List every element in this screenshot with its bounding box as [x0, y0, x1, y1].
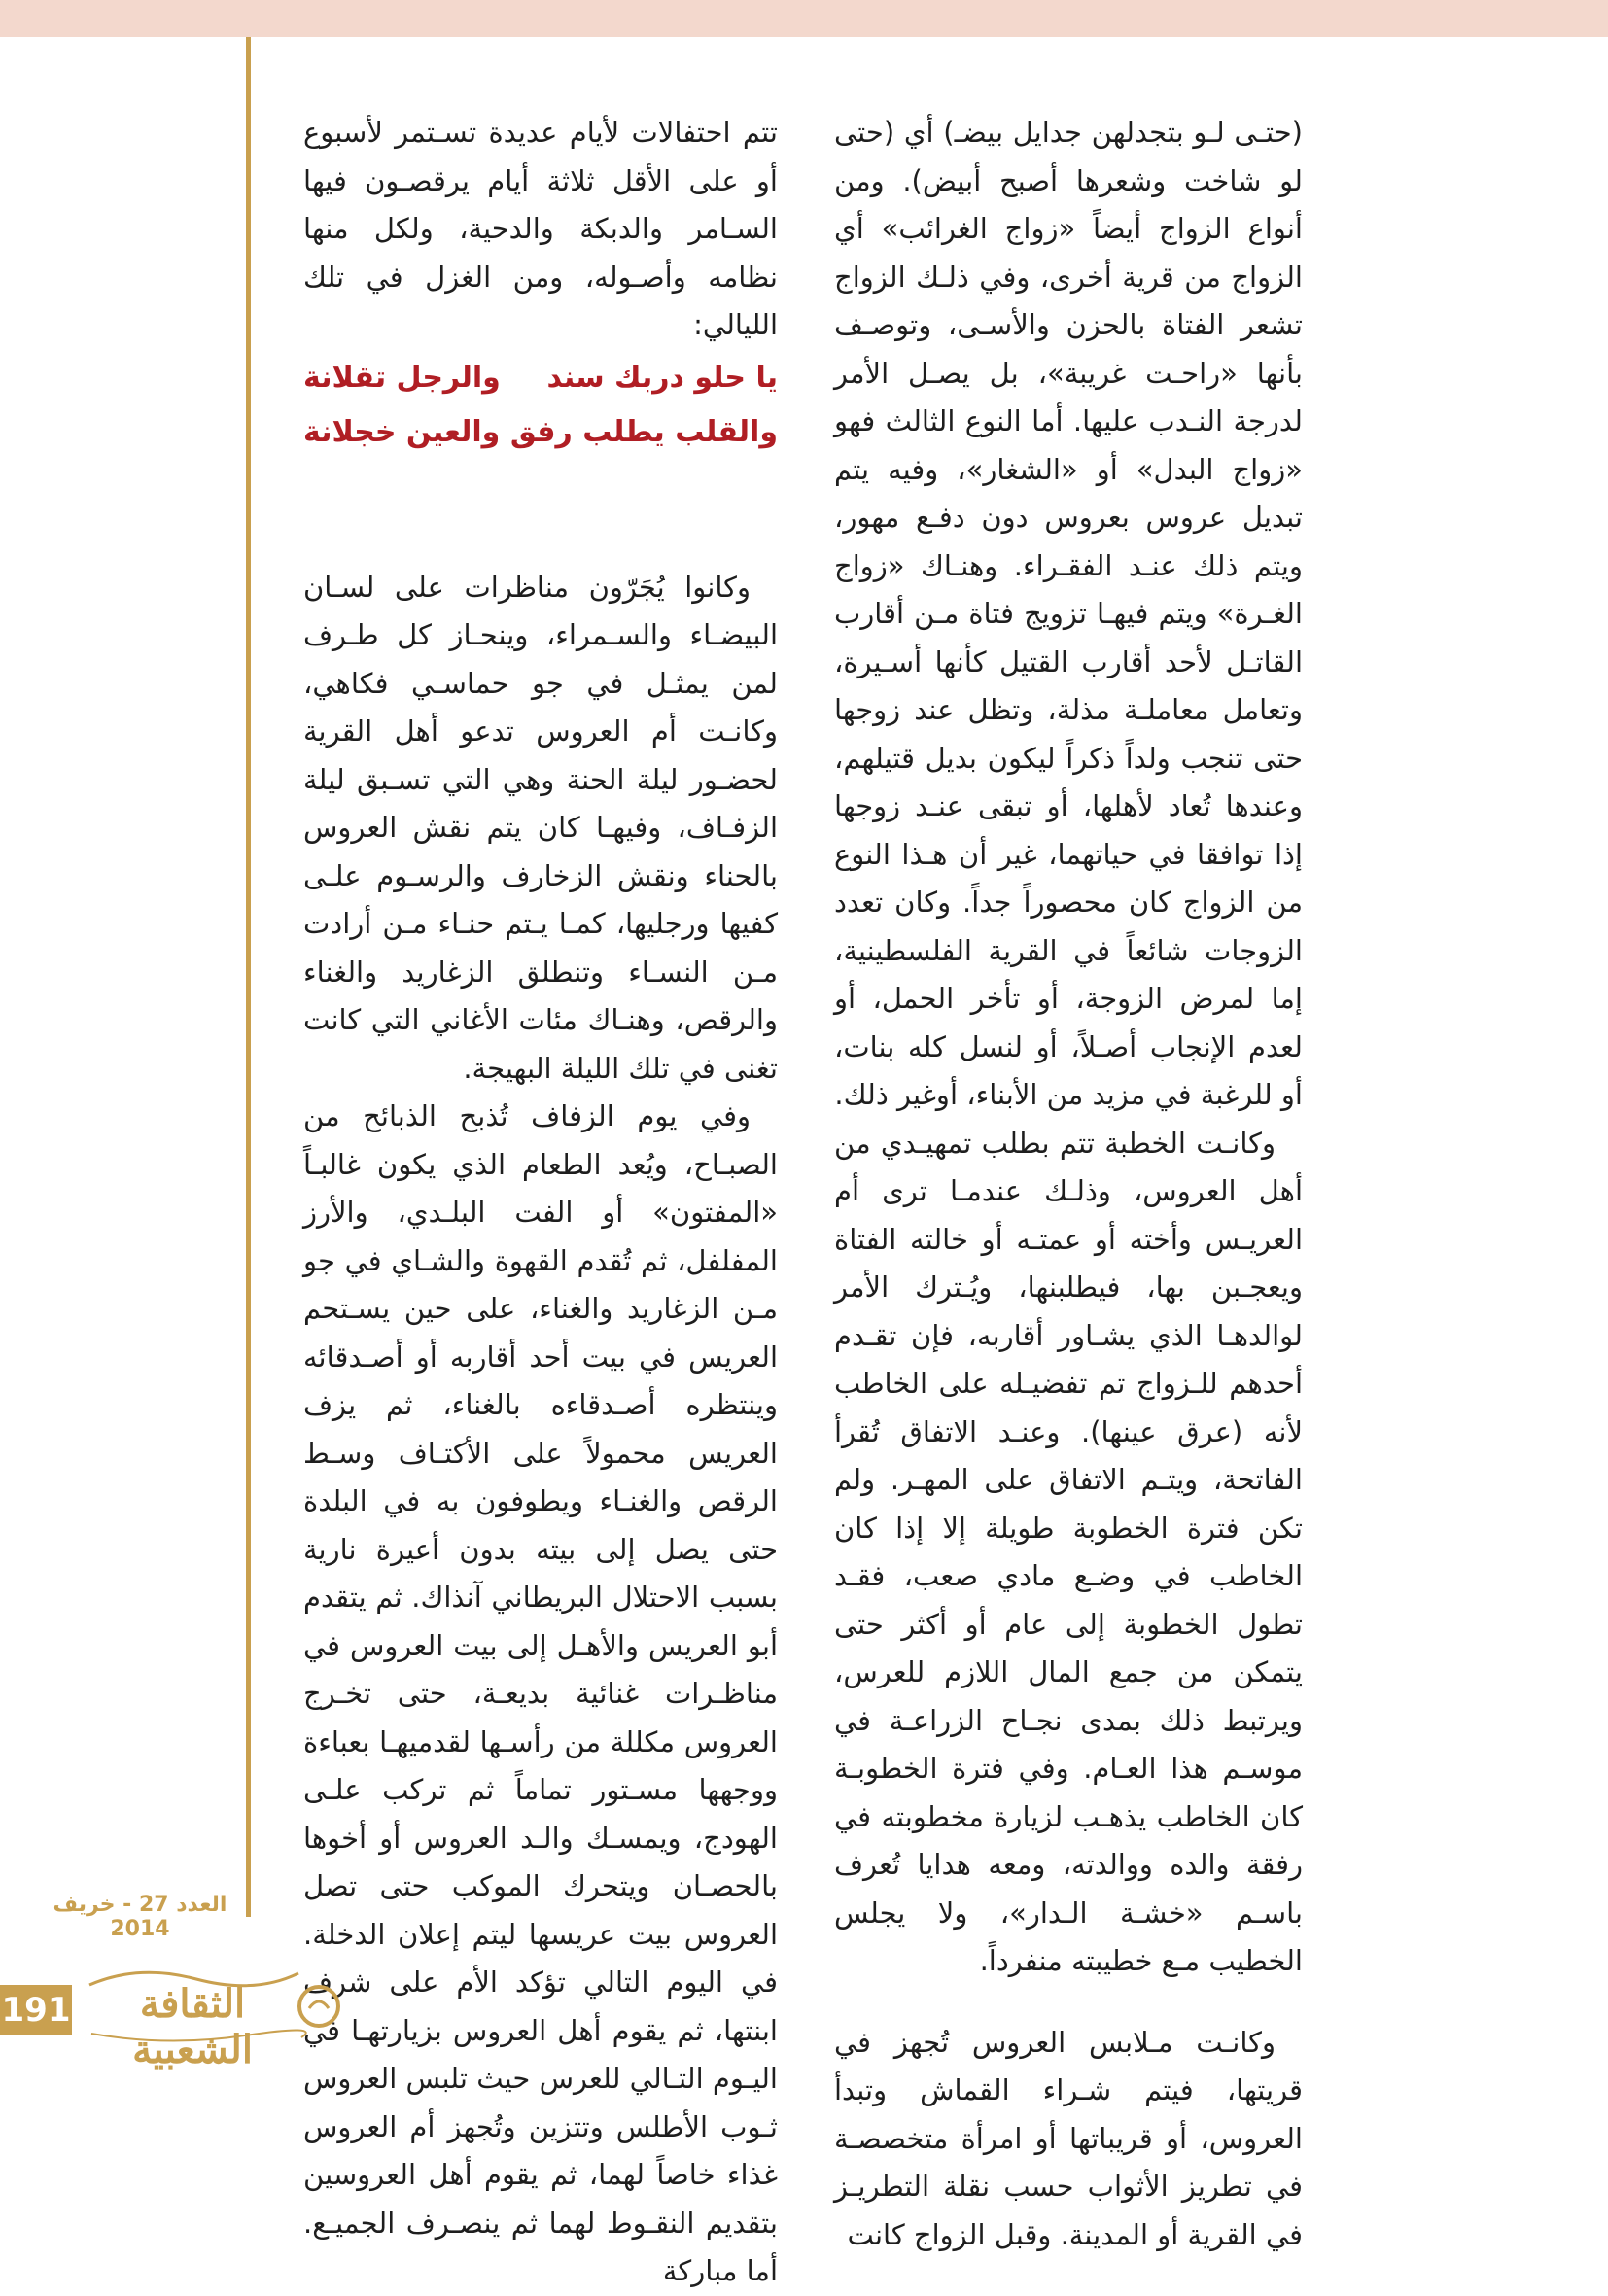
issue-label: العدد 27 - خريف 2014 [52, 1893, 227, 1941]
verse-line [303, 354, 778, 402]
poem-verses [303, 350, 778, 496]
verse-hemistich: والعين خجلانة [303, 414, 501, 449]
verse-hemistich: والرجل تقلانة [303, 360, 501, 395]
poem-spacer [303, 496, 778, 564]
paragraph: وكانوا يُجَرّون مناظرات على لسـان البيضـاء والسـمراء، وينحـاز كل طـرف لمن يمثـل في جو حماسـي فكاهي، وكانـت أم العروس تدعو أهل القرية لحضـور ليلة الحنة وهي التي تسـبق ليلة الزفـاف، وفيهـا كان يتم نقش العروس بالحناء ونقش الزخارف والرسـوم علـى كفيها ورجليها، كمـا يـتم حنـاء مـن أرادت مـن النسـاء وتنطلق الزغاريد والغناء والرقص، وهنـاك مئات الأغاني التي كانت تغنى في تلك الليلة البهيجة. [303, 570, 778, 1085]
verse-hemistich: يا حلو دربك سند [546, 360, 778, 395]
paragraph: تتم احتفالات لأيام عديدة تسـتمر لأسبوع أو على الأقل ثلاثة أيام يرقصـون فيها السـامر والدبكة والدحية، ولكل منها نظامه وأصـوله، ومن الغزل في تلك الليالي: [303, 116, 778, 341]
article-column-right [834, 109, 1303, 2259]
logo-text: الثقافة الشعبية [132, 1981, 253, 2072]
verse-hemistich: والقلب يطلب رفق [509, 414, 778, 449]
page-number: 191 [0, 1985, 72, 2035]
paragraph: وكانـت الخطبة تتم بطلب تمهيـدي من أهل العروس، وذلـك عندمـا ترى أم العريـس وأخته أو عمتـه أو خالته الفتاة ويعجـبن بها، فيطلبنها، ويُـترك الأمر لوالدهـا الذي يشـاور أقاربه، فإن تقـدم أحدهم للـزواج تم تفضيـله على الخاطب لأنه (عرق عينها). وعنـد الاتفاق تُقرأ الفاتحة، ويتـم الاتفاق على المهـر. ولم تكن فترة الخطوبة طويلة إلا إذا كان الخاطب في وضـع مادي صعب، فقـد تطول الخطوبة إلى عام أو أكثر حتى يتمكن من جمع المال اللازم للعرس، ويرتبط ذلك بمدى نجـاح الزراعـة في موسـم هذا العـام. وفي فترة الخطوبـة كان الخاطب يذهـب لزيارة مخطوبته في رفقة والده ووالدته، ومعه هدايا تُعرف باسـم «خشـة الـدار»، ولا يجلس الخطيب مـع خطيبته منفرداً. [834, 1126, 1303, 1977]
top-color-band [0, 0, 1608, 37]
paragraph-spacer [834, 1986, 1303, 2019]
magazine-logo [80, 1956, 352, 2072]
paragraph: وفي يوم الزفاف تُذبح الذبائح من الصبـاح، ويُعد الطعام الذي يكون غالبـاً «المفتون» أو الفت البلـدي، والأرز المفلفل، ثم تُقدم القهوة والشـاي في جو مـن الزغاريد والغناء، على حين يسـتحم العريس في بيت أحد أقاربه أو أصـدقائه وينتظره أصـدقاءه بالغناء، ثم يزف العريس محمولاً على الأكتـاف وسـط الرقص والغنـاء ويطوفون به في البلدة حتى يصل إلى بيته بدون أعيرة نارية بسبب الاحتلال البريطاني آنذاك. ثم يتقدم أبو العريس والأهـل إلى بيت العروس في مناظـرات غنائية بديعـة، حتى تخـرج العروس مكللة من رأسـها لقدميهـا بعباءة ووجهها مسـتور تماماً ثم تركب علـى الهودج، ويمسـك والـد العروس أو أخوها بالحصـان ويتحرك الموكب حتى تصل العروس بيت عريسها ليتم إعلان الدخلة. في اليوم التالي تؤكد الأم على شرف ابنتها، ثم يقوم أهل العروس بزيارتهـا في اليـوم التـالي للعرس حيث تلبس العروس ثـوب الأطلس وتتزين وتُجهز أم العروس غذاء خاصاً لهما، ثم يقوم أهل العروسين بتقديم النقـوط لهما ثم ينصـرف الجميـع. أما مباركة [303, 1099, 778, 2287]
margin-gold-rule [246, 37, 251, 1917]
verse-line [303, 408, 778, 457]
article-column-left [303, 109, 778, 2296]
paragraph: وكانـت مـلابس العروس تُجهز في قريتها، فيتم شـراء القماش وتبدأ العروس، أو قريباتها أو امرأة متخصصـة في تطريز الأثواب حسب نقلة التطريـز في القرية أو المدينة. وقبل الزواج كانت [834, 2025, 1303, 2251]
paragraph: (حتـى لـو بتجدلهن جدايل بيضـ) أي (حتى لو شاخت وشعرها أصبح أبيض). ومن أنواع الزواج أيضاً «زواج الغرائب» أي الزواج من قرية أخرى، وفي ذلـك الزواج تشعر الفتاة بالحزن والأسـى، وتوصـف بأنها «راحـت غريبة»، بل يصـل الأمر لدرجة النـدب عليها. أما النوع الثالث فهو «زواج البدل» أو «الشغار»، وفيه يتم تبديل عروس بعروس دون دفـع مهور، ويتم ذلك عنـد الفقـراء. وهنـاك «زواج الغـرة» ويتم فيهـا تزويج فتاة مـن أقارب القاتـل لأحد أقارب القتيل كأنها أسـيرة، وتعامل معاملـة مذلة، وتظل عند زوجها حتى تنجب ولداً ذكراً ليكون بديل قتيلهم، وعندها تُعاد لأهلها، أو تبقى عنـد زوجها إذا توافقا في حياتهما، غير أن هـذا النوع من الزواج كان محصوراً جداً. وكان تعدد الزوجات شائعاً في القرية الفلسطينية، إما لمرض الزوجة، أو تأخر الحمل، أو لعدم الإنجاب أصـلاً، أو لنسل كله بنات، أو للرغبة في مزيد من الأبناء، أوغير ذلك. [834, 116, 1303, 1111]
